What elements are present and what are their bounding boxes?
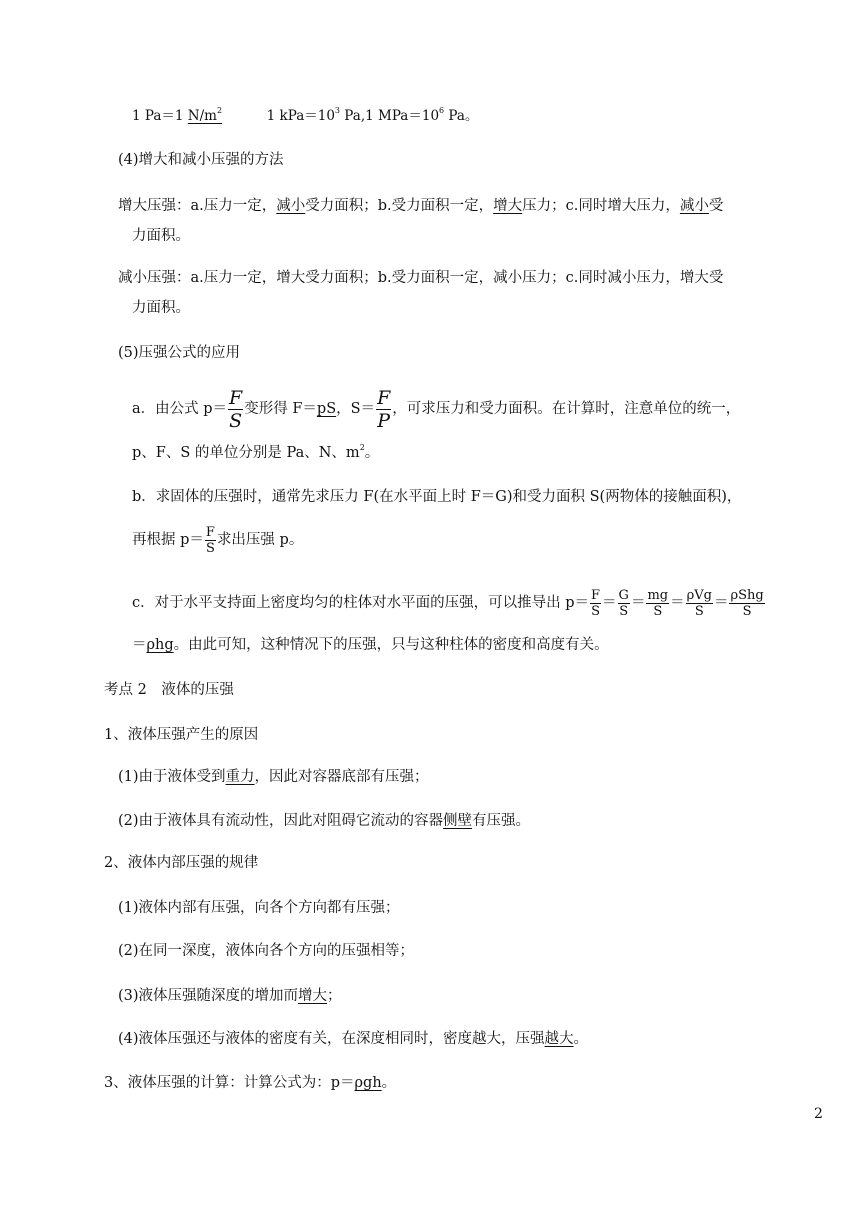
kaodian-2-heading: 考点 2 液体的压强	[104, 682, 234, 698]
fraction-rhoshg-over-s: $\frac{\text{ρShg}}{S}$	[730, 587, 764, 619]
fraction-g-over-s: $\frac{G}{S}$	[618, 587, 629, 619]
decrease-pressure-line2: 力面积。	[132, 300, 190, 316]
rule-1: (1)液体内部有压强，向各个方向都有压强；	[118, 900, 400, 916]
item-c-line2: ＝ρhg。由此可知，这种情况下的压强，只与这种柱体的密度和高度有关。	[132, 637, 609, 653]
item-b-line1: b．求固体的压强时，通常先求压力 F(在水平面上时 F＝G)和受力面积 S(两物体的接触面积)，	[132, 489, 742, 505]
decrease-pressure-line1: 减小压强：a.压力一定，增大受力面积；b.受力面积一定，减小压力；c.同时减小压力，增大受	[118, 270, 724, 286]
pa-definition: 1 Pa＝1	[132, 108, 188, 124]
fraction-f-over-s: $\frac{F}{S}$	[229, 386, 243, 432]
cause-heading: 1、液体压强产生的原因	[104, 727, 259, 743]
answer-blank: pS	[316, 401, 337, 417]
kpa-definition: 1 kPa＝10	[266, 108, 335, 124]
item-a-line2: p、F、S 的单位分别是 Pa、N、$m^2$。	[132, 443, 380, 461]
mpa-definition: Pa,1 MPa＝10	[340, 108, 440, 124]
section-5-heading: (5)压强公式的应用	[118, 345, 241, 361]
rule-4: (4)液体压强还与液体的密度有关，在深度相同时，密度越大，压强越大。	[118, 1031, 589, 1047]
item-c-line1: c．对于水平支持面上密度均匀的柱体对水平面的压强，可以推导出 p＝ $\frac{F}{S}$ ＝ $\frac{G}{S}$ ＝ $\frac{mg}{S}$ ＝ $\frac{\text{ρVg}}{S}$ ＝ $\frac{\text{ρShg}}{S}$	[132, 587, 764, 619]
item-a-line1: a．由公式 p＝ $\frac{F}{S}$ 变形得 F＝pS，S＝ $\frac{F}{P}$ ，可求压力和受力面积。在计算时，注意单位的统一，	[132, 386, 741, 432]
answer-blank: 减小	[679, 198, 709, 214]
fraction-f-over-s: $\frac{F}{S}$	[591, 587, 601, 619]
cause-1: (1)由于液体受到重力，因此对容器底部有压强；	[118, 769, 429, 785]
fraction-mg-over-s: $\frac{mg}{S}$	[647, 587, 669, 619]
increase-pressure-line1: 增大压强：a.压力一定，减小受力面积；b.受力面积一定，增大压力；c.同时增大压力，减小受	[118, 198, 724, 214]
answer-blank: 侧壁	[443, 813, 473, 829]
answer-blank: 越大	[544, 1031, 574, 1047]
answer-blank: ρgh	[354, 1075, 382, 1091]
answer-blank: 减小	[276, 198, 306, 214]
fraction-f-over-p: $\frac{F}{P}$	[377, 386, 391, 432]
answer-blank: 重力	[225, 769, 255, 785]
section-4-heading: (4)增大和减小压强的方法	[118, 152, 284, 168]
fraction-f-over-s: $\frac{F}{S}$	[205, 524, 215, 556]
answer-blank: 增大	[493, 198, 523, 214]
item-b-line2: 再根据 p＝ $\frac{F}{S}$ 求出压强 p。	[132, 524, 304, 556]
unit-n-per-m2: $N/m^2$	[187, 106, 223, 124]
pressure-units-line: 1 Pa＝1 $N/m^2$ 1 $kPa=10^3$ Pa,1 $MPa=10^6$ Pa。	[132, 106, 479, 124]
rule-2: (2)在同一深度，液体向各个方向的压强相等；	[118, 943, 415, 959]
answer-blank: ρhg	[146, 637, 174, 653]
calc-line: 3、液体压强的计算：计算公式为：p＝ρgh。	[104, 1075, 397, 1091]
page-number: 2	[814, 1106, 823, 1122]
fraction-rhovg-over-s: $\frac{\text{ρVg}}{S}$	[686, 587, 712, 619]
rule-heading: 2、液体内部压强的规律	[104, 855, 259, 871]
cause-2: (2)由于液体具有流动性，因此对阻碍它流动的容器侧壁有压强。	[118, 813, 531, 829]
answer-blank: 增大	[298, 988, 328, 1004]
rule-3: (3)液体压强随深度的增加而增大；	[118, 988, 342, 1004]
increase-pressure-line2: 力面积。	[132, 228, 190, 244]
